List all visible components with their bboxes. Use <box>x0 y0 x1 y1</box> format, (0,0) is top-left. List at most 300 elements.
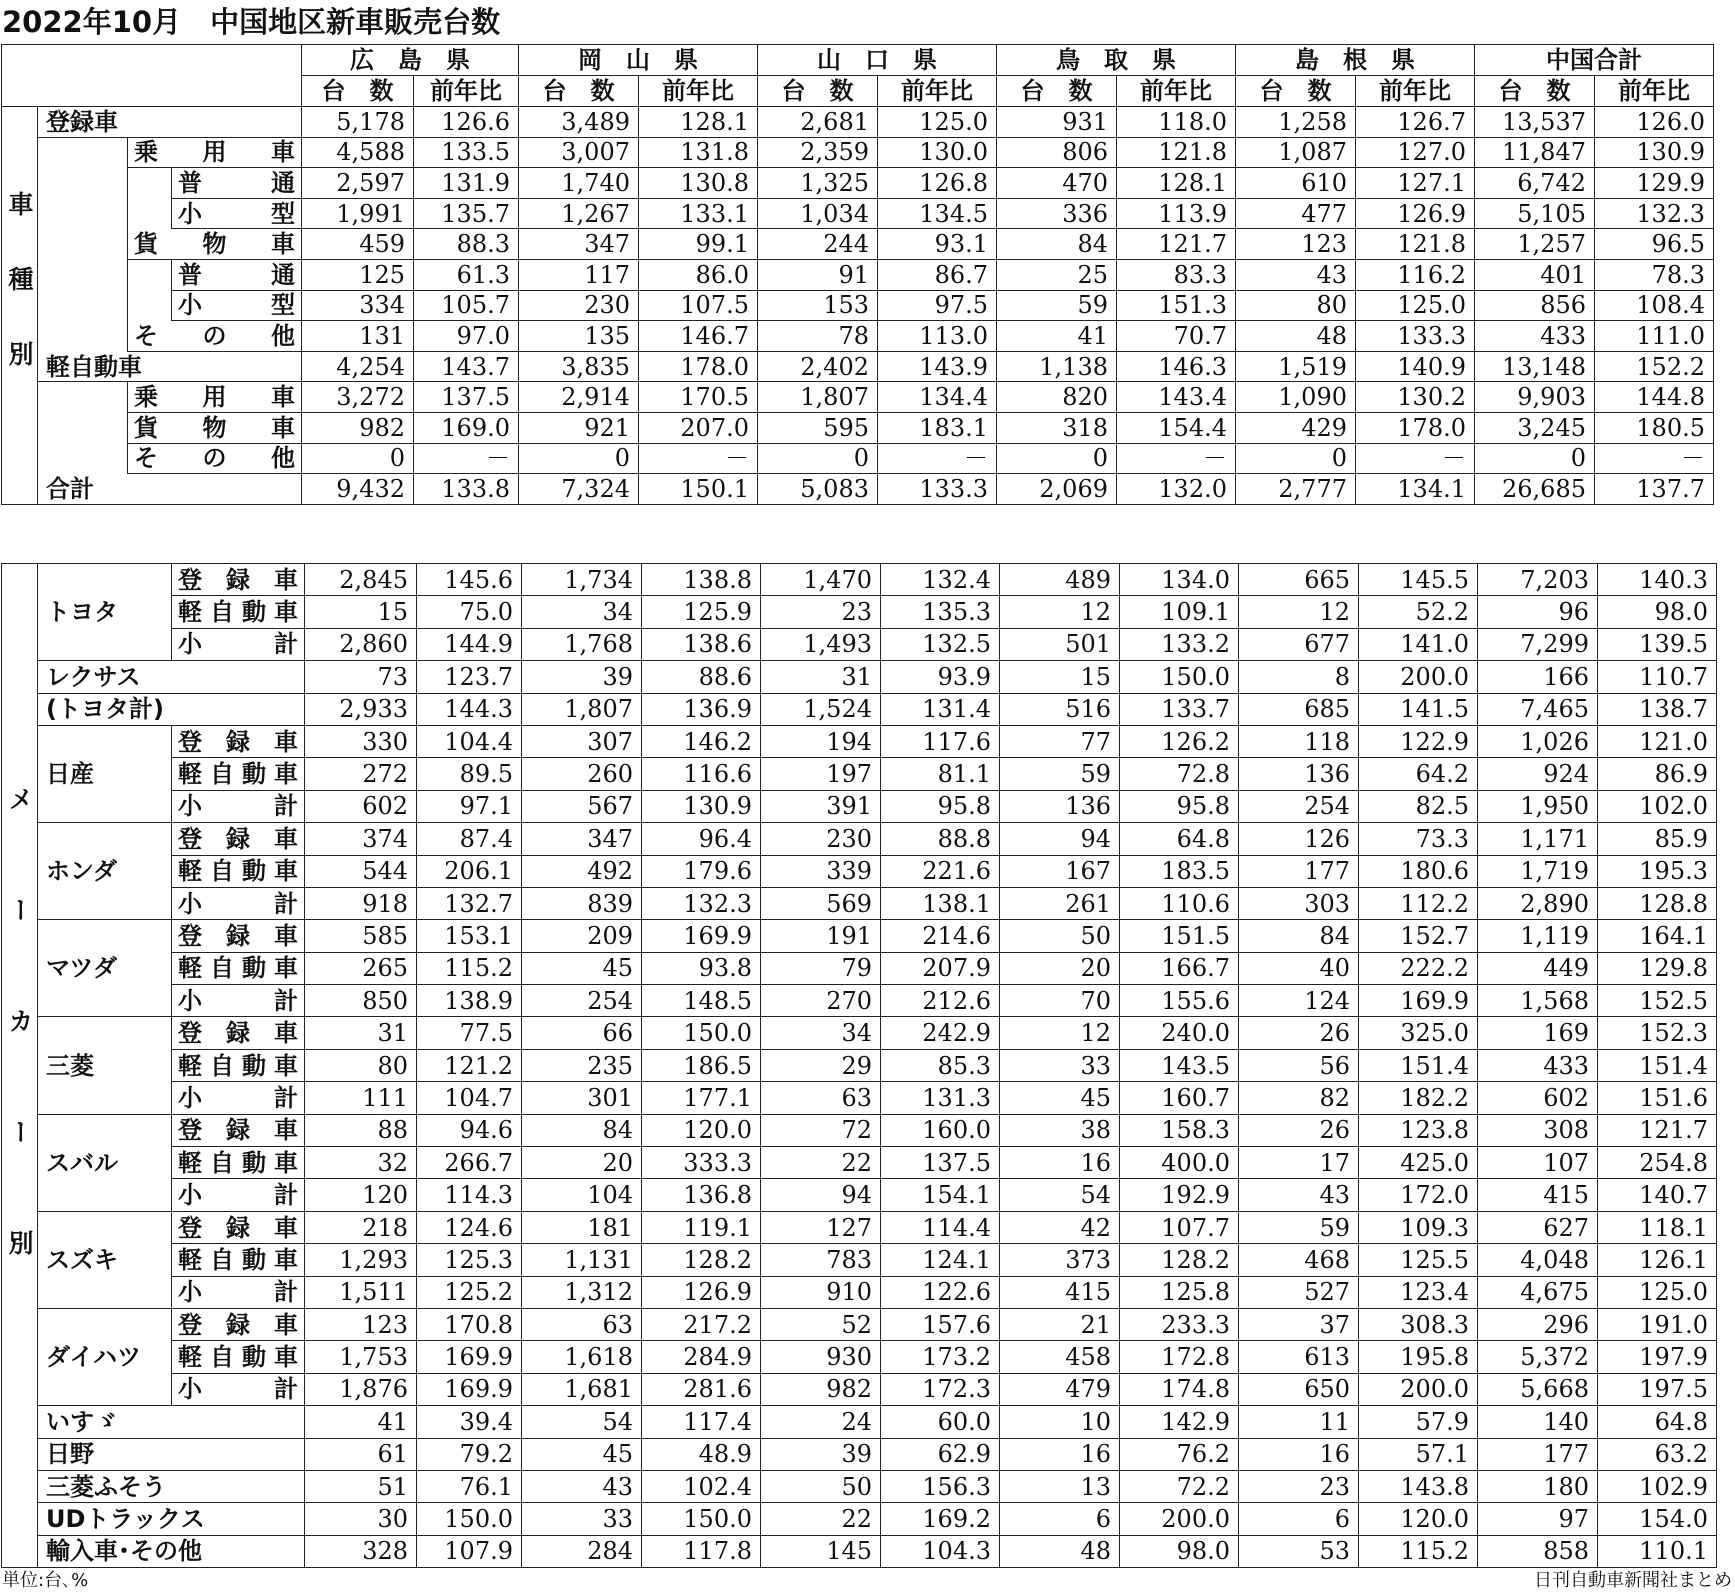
indent-cell <box>38 321 128 352</box>
ratio-cell: 105.7 <box>414 290 519 321</box>
ratio-cell: 110.7 <box>1598 661 1717 693</box>
ratio-cell: 134.0 <box>1120 564 1239 596</box>
count-cell: 84 <box>522 1114 642 1146</box>
count-cell: 33 <box>522 1503 642 1535</box>
ratio-cell: 142.9 <box>1120 1406 1239 1438</box>
ratio-cell: 148.5 <box>642 985 761 1017</box>
count-cell: 284 <box>522 1535 642 1567</box>
count-cell: 34 <box>761 1017 881 1049</box>
count-cell: 26,685 <box>1475 474 1595 505</box>
table-row <box>2 168 1714 199</box>
row-label-level1: 合計 <box>38 474 302 505</box>
count-cell: 66 <box>522 1017 642 1049</box>
ratio-cell: 117.8 <box>642 1535 761 1567</box>
ratio-cell: 150.0 <box>1120 661 1239 693</box>
count-cell: 1,119 <box>1478 920 1598 952</box>
ratio-cell: 93.8 <box>642 952 761 984</box>
ratio-cell: 143.9 <box>878 351 997 382</box>
table-row <box>2 1244 1717 1276</box>
count-cell: 1,511 <box>305 1276 417 1308</box>
count-cell: 1,740 <box>519 168 639 199</box>
ratio-cell: 77.5 <box>417 1017 522 1049</box>
ratio-cell: 221.6 <box>881 855 1000 887</box>
count-cell: 136 <box>1000 790 1120 822</box>
ratio-cell: 121.0 <box>1598 725 1717 757</box>
count-cell: 21 <box>1000 1308 1120 1340</box>
ratio-cell: 135.7 <box>414 198 519 229</box>
ratio-cell: 85.3 <box>881 1049 1000 1081</box>
ratio-cell: 186.5 <box>642 1049 761 1081</box>
ratio-cell: 170.5 <box>639 382 758 413</box>
ratio-cell: 281.6 <box>642 1373 761 1405</box>
count-cell: 2,890 <box>1478 887 1598 919</box>
row-label-level2: そ の 他 <box>128 443 302 474</box>
count-cell: 26 <box>1239 1114 1359 1146</box>
count-cell: 627 <box>1478 1211 1598 1243</box>
ratio-cell: 107.5 <box>639 290 758 321</box>
ratio-cell: 124.1 <box>881 1244 1000 1276</box>
count-cell: 5,105 <box>1475 198 1595 229</box>
ratio-cell: 97.1 <box>417 790 522 822</box>
ratio-cell: 126.1 <box>1598 1244 1717 1276</box>
ratio-cell: 109.3 <box>1359 1211 1478 1243</box>
side-label-maker <box>2 564 38 1568</box>
count-cell: 23 <box>761 596 881 628</box>
count-cell: 602 <box>305 790 417 822</box>
count-cell: 153 <box>758 290 878 321</box>
ratio-cell: 57.9 <box>1359 1406 1478 1438</box>
count-cell: 858 <box>1478 1535 1598 1567</box>
indent-cell <box>38 137 128 168</box>
count-cell: 7,299 <box>1478 628 1598 660</box>
ratio-cell: 76.1 <box>417 1470 522 1502</box>
ratio-cell: 217.2 <box>642 1308 761 1340</box>
ratio-cell: 130.8 <box>639 168 758 199</box>
count-cell: 230 <box>761 823 881 855</box>
ratio-cell: 107.7 <box>1120 1211 1239 1243</box>
ratio-cell: 88.8 <box>881 823 1000 855</box>
sub-label: 軽自動車 <box>172 952 305 984</box>
ratio-cell: 240.0 <box>1120 1017 1239 1049</box>
count-cell: 1,991 <box>302 198 414 229</box>
maker-table <box>1 563 1717 1568</box>
ratio-cell: 114.4 <box>881 1211 1000 1243</box>
ratio-cell: 169.9 <box>417 1373 522 1405</box>
ratio-cell: 136.8 <box>642 1179 761 1211</box>
ratio-cell: 150.0 <box>642 1503 761 1535</box>
count-cell: 82 <box>1239 1082 1359 1114</box>
header-row-prefectures <box>2 45 1714 76</box>
row-label-level3: 普 通 <box>172 259 302 290</box>
count-cell: 1,568 <box>1478 985 1598 1017</box>
ratio-cell: 116.2 <box>1356 259 1475 290</box>
vehicle-type-table <box>1 44 1714 505</box>
ratio-cell: 137.7 <box>1595 474 1714 505</box>
count-cell: 43 <box>1236 259 1356 290</box>
ratio-cell: 126.7 <box>1356 107 1475 138</box>
count-cell: 982 <box>302 412 414 443</box>
ratio-cell: 128.1 <box>1117 168 1236 199</box>
count-cell: 15 <box>1000 661 1120 693</box>
count-cell: 665 <box>1239 564 1359 596</box>
maker-label: UDトラックス <box>38 1503 305 1535</box>
ratio-cell: 125.9 <box>642 596 761 628</box>
count-cell: 4,588 <box>302 137 414 168</box>
ratio-cell: 102.0 <box>1598 790 1717 822</box>
ratio-cell: 132.3 <box>642 887 761 919</box>
ratio-cell: 98.0 <box>1598 596 1717 628</box>
count-cell: 32 <box>305 1147 417 1179</box>
count-cell: 126 <box>1239 823 1359 855</box>
sub-label: 登 録 車 <box>172 823 305 855</box>
count-cell: 41 <box>305 1406 417 1438</box>
ratio-cell: 128.1 <box>639 107 758 138</box>
count-cell: 0 <box>519 443 639 474</box>
ratio-cell: 133.3 <box>878 474 997 505</box>
count-cell: 53 <box>1239 1535 1359 1567</box>
count-cell: 328 <box>305 1535 417 1567</box>
ratio-cell: 156.3 <box>881 1470 1000 1502</box>
ratio-cell: 96.4 <box>642 823 761 855</box>
count-cell: 9,432 <box>302 474 414 505</box>
ratio-cell: 119.1 <box>642 1211 761 1243</box>
count-cell: 1,519 <box>1236 351 1356 382</box>
count-cell: 5,668 <box>1478 1373 1598 1405</box>
table-row <box>2 1211 1717 1243</box>
row-label-level2: 乗 用 車 <box>128 137 302 168</box>
count-cell: 347 <box>522 823 642 855</box>
ratio-cell: 93.9 <box>881 661 1000 693</box>
count-cell: 1,768 <box>522 628 642 660</box>
ratio-cell: 128.2 <box>1120 1244 1239 1276</box>
sub-label: 登 録 車 <box>172 1308 305 1340</box>
ratio-cell: 170.8 <box>417 1308 522 1340</box>
count-cell: 433 <box>1475 321 1595 352</box>
ratio-cell: 141.5 <box>1359 693 1478 725</box>
count-cell: 401 <box>1475 259 1595 290</box>
count-cell: 72 <box>761 1114 881 1146</box>
count-cell: 982 <box>761 1373 881 1405</box>
ratio-cell: 76.2 <box>1120 1438 1239 1470</box>
count-cell: 850 <box>305 985 417 1017</box>
table-row <box>2 823 1717 855</box>
count-cell: 260 <box>522 758 642 790</box>
count-cell: 16 <box>1000 1438 1120 1470</box>
table-row <box>2 1082 1717 1114</box>
count-cell: 104 <box>522 1179 642 1211</box>
ratio-cell: 116.6 <box>642 758 761 790</box>
count-cell: 191 <box>761 920 881 952</box>
count-cell: 1,087 <box>1236 137 1356 168</box>
source-note: 日刊自動車新聞社まとめ <box>1534 1570 1732 1591</box>
ratio-cell: 169.9 <box>417 1341 522 1373</box>
count-cell: 921 <box>519 412 639 443</box>
sub-label: 登 録 車 <box>172 920 305 952</box>
ratio-cell: 135.3 <box>881 596 1000 628</box>
ratio-cell: 134.1 <box>1356 474 1475 505</box>
table-row <box>2 1276 1717 1308</box>
indent-cell <box>38 290 128 321</box>
count-cell: 492 <box>522 855 642 887</box>
sub-label: 軽自動車 <box>172 855 305 887</box>
count-cell: 37 <box>1239 1308 1359 1340</box>
count-cell: 2,069 <box>997 474 1117 505</box>
page-title: 2022年10月 中国地区新車販売台数 <box>2 5 501 39</box>
count-cell: 839 <box>522 887 642 919</box>
count-cell: 140 <box>1478 1406 1598 1438</box>
count-cell: 117 <box>519 259 639 290</box>
ratio-cell: 113.9 <box>1117 198 1236 229</box>
table-row <box>2 628 1717 660</box>
ratio-cell: 179.6 <box>642 855 761 887</box>
ratio-cell: 64.8 <box>1598 1406 1717 1438</box>
indent-cell <box>128 168 172 199</box>
ratio-cell: 134.4 <box>878 382 997 413</box>
table-row <box>2 887 1717 919</box>
ratio-cell: 125.5 <box>1359 1244 1478 1276</box>
ratio-cell: 138.7 <box>1598 693 1717 725</box>
ratio-cell: 138.6 <box>642 628 761 660</box>
count-cell: 301 <box>522 1082 642 1114</box>
ratio-cell: 121.7 <box>1117 229 1236 260</box>
prefecture-header: 山 口 県 <box>758 45 997 76</box>
count-cell: 25 <box>997 259 1117 290</box>
count-cell: 856 <box>1475 290 1595 321</box>
count-cell: 0 <box>1236 443 1356 474</box>
count-cell: 56 <box>1239 1049 1359 1081</box>
ratio-cell: 130.0 <box>878 137 997 168</box>
ratio-cell: 200.0 <box>1359 1373 1478 1405</box>
ratio-cell: － <box>639 443 758 474</box>
count-cell: 1,524 <box>761 693 881 725</box>
maker-label: 日産 <box>38 725 172 822</box>
ratio-cell: 121.2 <box>417 1049 522 1081</box>
indent-cell <box>128 290 172 321</box>
count-cell: 8 <box>1239 661 1359 693</box>
sub-label: 登 録 車 <box>172 1211 305 1243</box>
ratio-cell: 126.9 <box>642 1276 761 1308</box>
count-cell: 91 <box>758 259 878 290</box>
indent-cell <box>38 198 128 229</box>
ratio-cell: 120.0 <box>642 1114 761 1146</box>
count-cell: 477 <box>1236 198 1356 229</box>
count-cell: 415 <box>1000 1276 1120 1308</box>
ratio-cell: 333.3 <box>642 1147 761 1179</box>
ratio-cell: 129.8 <box>1598 952 1717 984</box>
sub-label: 登 録 車 <box>172 1114 305 1146</box>
maker-label: 三菱 <box>38 1017 172 1114</box>
ratio-cell: 154.1 <box>881 1179 1000 1211</box>
count-cell: 38 <box>1000 1114 1120 1146</box>
table-row <box>2 1147 1717 1179</box>
count-cell: 261 <box>1000 887 1120 919</box>
side-label-vehicle-type <box>2 107 38 505</box>
count-cell: 613 <box>1239 1341 1359 1373</box>
ratio-cell: 151.4 <box>1359 1049 1478 1081</box>
count-cell: 79 <box>761 952 881 984</box>
ratio-cell: 152.7 <box>1359 920 1478 952</box>
count-cell: 1,267 <box>519 198 639 229</box>
count-cell: 54 <box>522 1406 642 1438</box>
count-cell: 50 <box>1000 920 1120 952</box>
table-row <box>2 1470 1717 1502</box>
ratio-cell: 207.0 <box>639 412 758 443</box>
ratio-cell: 140.7 <box>1598 1179 1717 1211</box>
row-label-level2: 貨 物 車 <box>128 412 302 443</box>
count-cell: 50 <box>761 1470 881 1502</box>
ratio-cell: 133.2 <box>1120 628 1239 660</box>
table-row <box>2 229 1714 260</box>
count-cell: 131 <box>302 321 414 352</box>
ratio-cell: 172.8 <box>1120 1341 1239 1373</box>
count-cell: 470 <box>997 168 1117 199</box>
ratio-cell: 121.8 <box>1117 137 1236 168</box>
ratio-cell: 132.3 <box>1595 198 1714 229</box>
count-cell: 569 <box>761 887 881 919</box>
count-cell: 3,272 <box>302 382 414 413</box>
ratio-cell: 144.9 <box>417 628 522 660</box>
ratio-cell: 124.6 <box>417 1211 522 1243</box>
ratio-cell: 169.0 <box>414 412 519 443</box>
count-cell: 931 <box>997 107 1117 138</box>
ratio-cell: 177.1 <box>642 1082 761 1114</box>
count-cell: 43 <box>522 1470 642 1502</box>
ratio-cell: 63.2 <box>1598 1438 1717 1470</box>
ratio-cell: 117.4 <box>642 1406 761 1438</box>
count-header: 台 数 <box>758 76 878 107</box>
count-cell: 54 <box>1000 1179 1120 1211</box>
count-cell: 308 <box>1478 1114 1598 1146</box>
table-row <box>2 790 1717 822</box>
ratio-cell: 136.9 <box>642 693 761 725</box>
count-cell: 4,675 <box>1478 1276 1598 1308</box>
count-cell: 1,258 <box>1236 107 1356 138</box>
count-cell: 26 <box>1239 1017 1359 1049</box>
count-cell: 34 <box>522 596 642 628</box>
count-cell: 2,359 <box>758 137 878 168</box>
ratio-cell: 126.6 <box>414 107 519 138</box>
table-row <box>2 758 1717 790</box>
ratio-cell: 94.6 <box>417 1114 522 1146</box>
ratio-cell: 132.0 <box>1117 474 1236 505</box>
sub-label: 登 録 車 <box>172 564 305 596</box>
count-cell: 501 <box>1000 628 1120 660</box>
count-cell: 107 <box>1478 1147 1598 1179</box>
ratio-cell: 126.2 <box>1120 725 1239 757</box>
ratio-cell: 93.1 <box>878 229 997 260</box>
count-cell: 567 <box>522 790 642 822</box>
ratio-cell: 143.4 <box>1117 382 1236 413</box>
ratio-cell: 125.0 <box>1598 1276 1717 1308</box>
ratio-cell: 110.1 <box>1598 1535 1717 1567</box>
count-cell: 6 <box>1000 1503 1120 1535</box>
count-cell: 5,178 <box>302 107 414 138</box>
count-cell: 602 <box>1478 1082 1598 1114</box>
count-cell: 1,034 <box>758 198 878 229</box>
ratio-cell: 108.4 <box>1595 290 1714 321</box>
count-cell: 169 <box>1478 1017 1598 1049</box>
table-row <box>2 1341 1717 1373</box>
indent-cell <box>128 198 172 229</box>
ratio-cell: 134.5 <box>878 198 997 229</box>
count-cell: 48 <box>1236 321 1356 352</box>
count-cell: 127 <box>761 1211 881 1243</box>
ratio-cell: 125.3 <box>417 1244 522 1276</box>
ratio-cell: 140.9 <box>1356 351 1475 382</box>
maker-label: 輸入車･その他 <box>38 1535 305 1567</box>
ratio-cell: 130.2 <box>1356 382 1475 413</box>
ratio-cell: 222.2 <box>1359 952 1478 984</box>
table-row <box>2 1406 1717 1438</box>
sub-label: 小 計 <box>172 1373 305 1405</box>
count-cell: 910 <box>761 1276 881 1308</box>
count-cell: 135 <box>519 321 639 352</box>
count-cell: 489 <box>1000 564 1120 596</box>
count-cell: 1,618 <box>522 1341 642 1373</box>
count-cell: 930 <box>761 1341 881 1373</box>
ratio-cell: 197.5 <box>1598 1373 1717 1405</box>
ratio-cell: 89.5 <box>417 758 522 790</box>
count-cell: 918 <box>305 887 417 919</box>
sub-label: 小 計 <box>172 1179 305 1211</box>
ratio-cell: 178.0 <box>639 351 758 382</box>
maker-label: ホンダ <box>38 823 172 920</box>
ratio-cell: 192.9 <box>1120 1179 1239 1211</box>
count-cell: 10 <box>1000 1406 1120 1438</box>
ratio-cell: 95.8 <box>1120 790 1239 822</box>
ratio-cell: 125.8 <box>1120 1276 1239 1308</box>
prefecture-header: 岡 山 県 <box>519 45 758 76</box>
ratio-cell: 81.1 <box>881 758 1000 790</box>
count-cell: 11 <box>1239 1406 1359 1438</box>
count-cell: 230 <box>519 290 639 321</box>
ratio-cell: 128.2 <box>642 1244 761 1276</box>
count-header: 台 数 <box>1236 76 1356 107</box>
ratio-cell: 158.3 <box>1120 1114 1239 1146</box>
count-cell: 124 <box>1239 985 1359 1017</box>
row-label-level2: 乗 用 車 <box>128 382 302 413</box>
count-cell: 1,950 <box>1478 790 1598 822</box>
count-cell: 12 <box>1000 596 1120 628</box>
ratio-cell: 86.7 <box>878 259 997 290</box>
count-cell: 1,470 <box>761 564 881 596</box>
ratio-cell: 266.7 <box>417 1147 522 1179</box>
count-cell: 77 <box>1000 725 1120 757</box>
count-cell: 1,171 <box>1478 823 1598 855</box>
ratio-cell: 154.4 <box>1117 412 1236 443</box>
ratio-cell: 126.0 <box>1595 107 1714 138</box>
ratio-cell: 425.0 <box>1359 1147 1478 1179</box>
count-cell: 924 <box>1478 758 1598 790</box>
count-cell: 374 <box>305 823 417 855</box>
ratio-header: 前年比 <box>639 76 758 107</box>
count-cell: 39 <box>522 661 642 693</box>
count-cell: 334 <box>302 290 414 321</box>
table-row <box>2 1017 1717 1049</box>
count-cell: 479 <box>1000 1373 1120 1405</box>
count-cell: 61 <box>305 1438 417 1470</box>
table-row <box>2 198 1714 229</box>
ratio-cell: 121.8 <box>1356 229 1475 260</box>
count-cell: 4,254 <box>302 351 414 382</box>
count-cell: 63 <box>522 1308 642 1340</box>
ratio-cell: 284.9 <box>642 1341 761 1373</box>
table-row <box>2 321 1714 352</box>
count-cell: 1,325 <box>758 168 878 199</box>
count-cell: 43 <box>1239 1179 1359 1211</box>
count-cell: 429 <box>1236 412 1356 443</box>
count-cell: 80 <box>1236 290 1356 321</box>
